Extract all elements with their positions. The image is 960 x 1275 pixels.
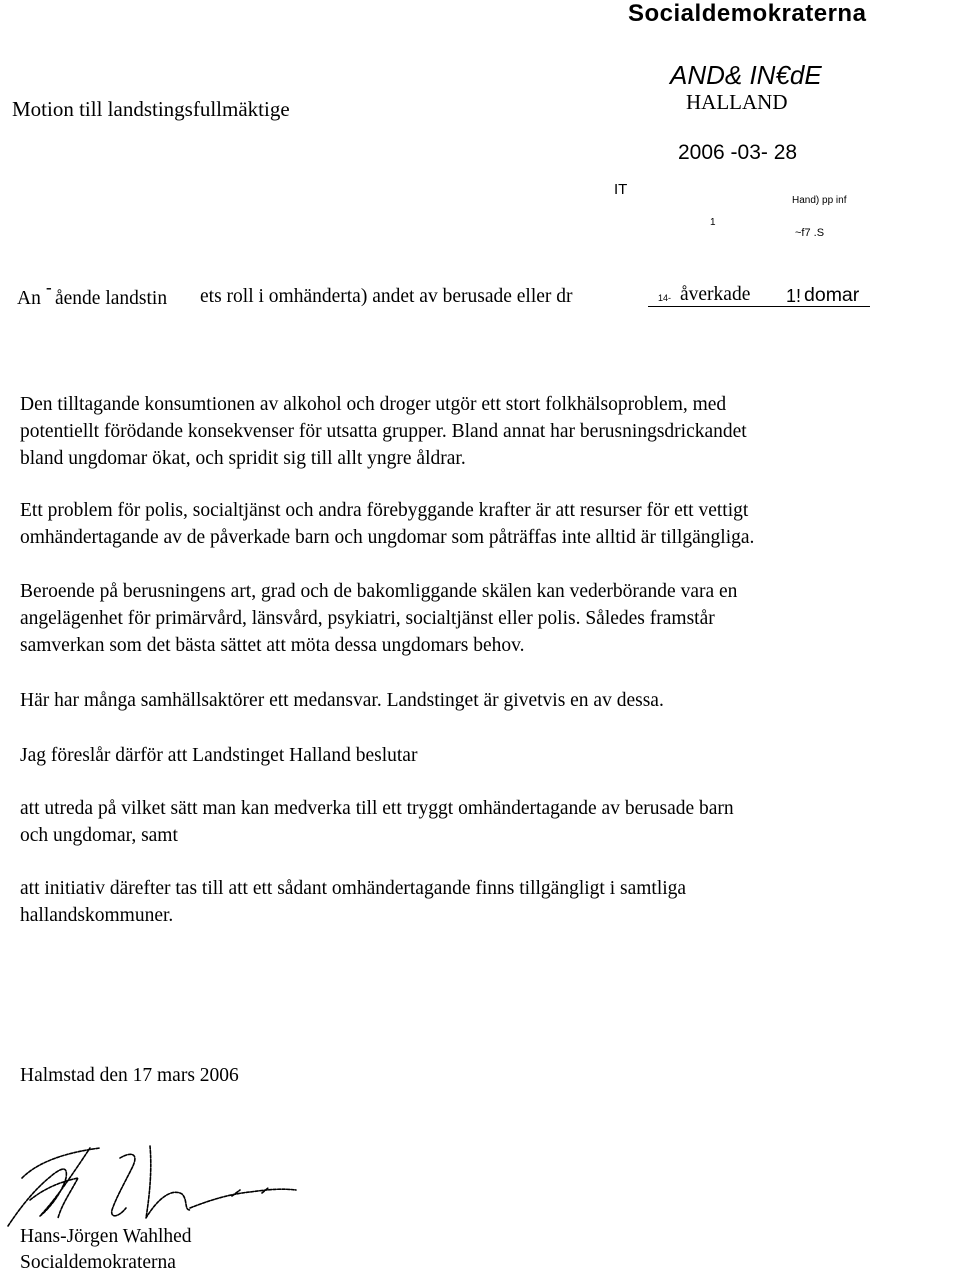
- subject-part-3: ets roll i omhänderta) andet av berusade eller dr: [200, 286, 573, 307]
- paragraph-line: Den tilltagande konsumtionen av alkohol och droger utgör ett stort folkhälsoproblem, med: [20, 394, 727, 415]
- party-header: Socialdemokraterna: [628, 0, 867, 27]
- paragraph-line: bland ungdomar ökat, och spridit sig till allt yngre åldrar.: [20, 448, 466, 469]
- stamp-code: ~f7 .S: [795, 227, 825, 239]
- subject-part-2: ående landstin: [55, 288, 168, 309]
- subject-part-7: domar: [804, 284, 860, 306]
- paragraph-line: att utreda på vilket sätt man kan medverka till ett tryggt omhändertagande av berusade barn: [20, 798, 734, 819]
- subject-part-4: 14-: [658, 293, 672, 303]
- paragraph-line: omhändertagande av de påverkade barn och ungdomar som påträffas inte alltid är tillgängliga.: [20, 527, 755, 548]
- document-title: Motion till landstingsfullmäktige: [12, 97, 290, 121]
- subject-part-5: åverkade: [680, 284, 751, 305]
- paragraph-line: Här har många samhällsaktörer ett medansvar. Landstinget är givetvis en av dessa.: [20, 690, 664, 711]
- paragraph-line: samverkan som det bästa sättet att möta dessa ungdomars behov.: [20, 635, 525, 656]
- subject-part-6: 1!: [786, 286, 802, 306]
- stamp-digit: 1: [710, 217, 716, 228]
- stamp-mark: ΙΤ: [614, 181, 628, 198]
- paragraph-line: och ungdomar, samt: [20, 825, 178, 846]
- stamp-line-2: HALLAND: [686, 90, 788, 114]
- stamp-note: Hand) pp inf: [792, 195, 847, 206]
- paragraph-proposal-intro: [20, 742, 945, 769]
- paragraph-line: angelägenhet för primärvård, länsvård, psykiatri, socialtjänst eller polis. Således framstår: [20, 608, 715, 629]
- subject-underline: [648, 306, 870, 307]
- paragraph-responsibility: [20, 578, 945, 659]
- paragraph-shared-responsibility: [20, 687, 945, 714]
- paragraph-problem: [20, 497, 945, 551]
- paragraph-line: att initiativ därefter tas till att ett sådant omhändertagande finns tillgängligt i samtliga: [20, 878, 687, 899]
- signature-party: Socialdemokraterna: [20, 1252, 176, 1273]
- stamp-line-1: AND& IN€dE: [670, 60, 822, 90]
- paragraph-line: potentiellt förödande konsekvenser för utsatta grupper. Bland annat har berusningsdrickandet: [20, 421, 747, 442]
- paragraph-proposal-2: [20, 875, 945, 929]
- paragraph-line: Beroende på berusningens art, grad och de bakomliggande skälen kan vederbörande vara en: [20, 581, 738, 602]
- paragraph-line: Ett problem för polis, socialtjänst och andra förebyggande krafter är att resurser för ett vettigt: [20, 500, 749, 521]
- stamp-date: 2006 -03- 28: [678, 141, 798, 164]
- paragraph-proposal-1: [20, 795, 945, 849]
- subject-part-1: An: [17, 288, 41, 309]
- paragraph-line: hallandskommuner.: [20, 905, 174, 926]
- handwritten-signature: [0, 1138, 310, 1230]
- subject-part-1b: -: [46, 278, 52, 297]
- paragraph-intro: [20, 391, 945, 472]
- signature-name: Hans-Jörgen Wahlhed: [20, 1226, 192, 1247]
- paragraph-line: Jag föreslår därför att Landstinget Halland beslutar: [20, 745, 418, 766]
- place-date: Halmstad den 17 mars 2006: [20, 1065, 239, 1086]
